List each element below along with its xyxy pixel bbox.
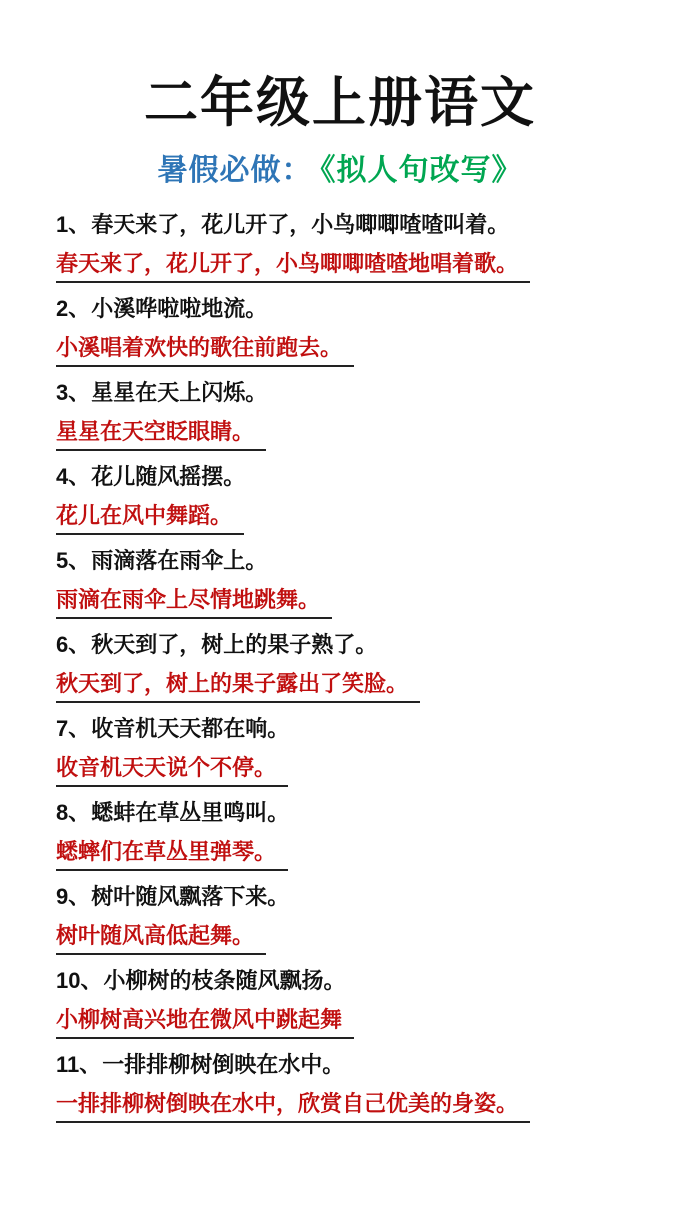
answer-line bbox=[56, 496, 650, 538]
answer-text: 一排排柳树倒映在水中，欣赏自己优美的身姿。 bbox=[56, 1087, 530, 1123]
answer-line bbox=[56, 580, 650, 622]
answer-text: 花儿在风中舞蹈。 bbox=[56, 499, 244, 535]
question-text: 小溪哗啦啦地流。 bbox=[91, 295, 268, 321]
question-line bbox=[56, 622, 650, 664]
answer-line bbox=[56, 916, 650, 958]
answer-line bbox=[56, 664, 650, 706]
answer-text: 小溪唱着欢快的歌往前跑去。 bbox=[56, 331, 354, 367]
answer-line bbox=[56, 748, 650, 790]
answer-line bbox=[56, 832, 650, 874]
answer-text: 蟋蟀们在草丛里弹琴。 bbox=[56, 835, 288, 871]
question-number: 2、 bbox=[56, 295, 91, 321]
answer-line bbox=[56, 412, 650, 454]
question-line bbox=[56, 1042, 650, 1084]
question-number: 11、 bbox=[56, 1051, 102, 1077]
question-number: 1、 bbox=[56, 211, 91, 237]
exercise-item bbox=[56, 202, 650, 286]
answer-text: 秋天到了，树上的果子露出了笑脸。 bbox=[56, 667, 420, 703]
question-line bbox=[56, 538, 650, 580]
exercise-item bbox=[56, 538, 650, 622]
question-number: 6、 bbox=[56, 631, 91, 657]
page-title: 二年级上册语文 bbox=[144, 73, 536, 133]
answer-line bbox=[56, 1000, 650, 1042]
question-number: 9、 bbox=[56, 883, 91, 909]
question-line bbox=[56, 370, 650, 412]
question-text: 春天来了，花儿开了，小鸟唧唧喳喳叫着。 bbox=[91, 211, 510, 237]
question-number: 7、 bbox=[56, 715, 91, 741]
question-text: 星星在天上闪烁。 bbox=[91, 379, 268, 405]
exercise-item bbox=[56, 286, 650, 370]
question-number: 5、 bbox=[56, 547, 91, 573]
exercise-list bbox=[0, 202, 680, 1126]
question-line bbox=[56, 958, 650, 1000]
answer-text: 收音机天天说个不停。 bbox=[56, 751, 288, 787]
page-subtitle bbox=[0, 152, 680, 190]
exercise-item bbox=[56, 622, 650, 706]
exercise-item bbox=[56, 454, 650, 538]
question-text: 收音机天天都在响。 bbox=[91, 715, 290, 741]
question-text: 秋天到了，树上的果子熟了。 bbox=[91, 631, 378, 657]
exercise-item bbox=[56, 958, 650, 1042]
answer-text: 春天来了，花儿开了，小鸟唧唧喳喳地唱着歌。 bbox=[56, 247, 530, 283]
question-text: 蟋蚌在草丛里鸣叫。 bbox=[91, 799, 290, 825]
question-line bbox=[56, 874, 650, 916]
answer-text: 小柳树高兴地在微风中跳起舞 bbox=[56, 1003, 354, 1039]
answer-text: 雨滴在雨伞上尽情地跳舞。 bbox=[56, 583, 332, 619]
answer-line bbox=[56, 328, 650, 370]
subtitle-book-title: 《拟人句改写》 bbox=[320, 154, 523, 187]
exercise-item bbox=[56, 874, 650, 958]
question-text: 花儿随风摇摆。 bbox=[91, 463, 246, 489]
exercise-item bbox=[56, 1042, 650, 1126]
question-number: 10、 bbox=[56, 967, 103, 993]
question-number: 8、 bbox=[56, 799, 91, 825]
question-line bbox=[56, 790, 650, 832]
question-text: 一排排柳树倒映在水中。 bbox=[102, 1051, 345, 1077]
question-number: 3、 bbox=[56, 379, 91, 405]
question-line bbox=[56, 454, 650, 496]
answer-line bbox=[56, 244, 650, 286]
subtitle-prefix: 暑假必做： bbox=[157, 154, 313, 187]
question-text: 树叶随风飘落下来。 bbox=[91, 883, 290, 909]
question-line bbox=[56, 202, 650, 244]
answer-line bbox=[56, 1084, 650, 1126]
question-number: 4、 bbox=[56, 463, 91, 489]
exercise-item bbox=[56, 790, 650, 874]
answer-text: 星星在天空眨眼睛。 bbox=[56, 415, 266, 451]
exercise-item bbox=[56, 370, 650, 454]
exercise-item bbox=[56, 706, 650, 790]
question-text: 小柳树的枝条随风飘扬。 bbox=[103, 967, 346, 993]
question-line bbox=[56, 286, 650, 328]
answer-text: 树叶随风高低起舞。 bbox=[56, 919, 266, 955]
question-text: 雨滴落在雨伞上。 bbox=[91, 547, 268, 573]
question-line bbox=[56, 706, 650, 748]
